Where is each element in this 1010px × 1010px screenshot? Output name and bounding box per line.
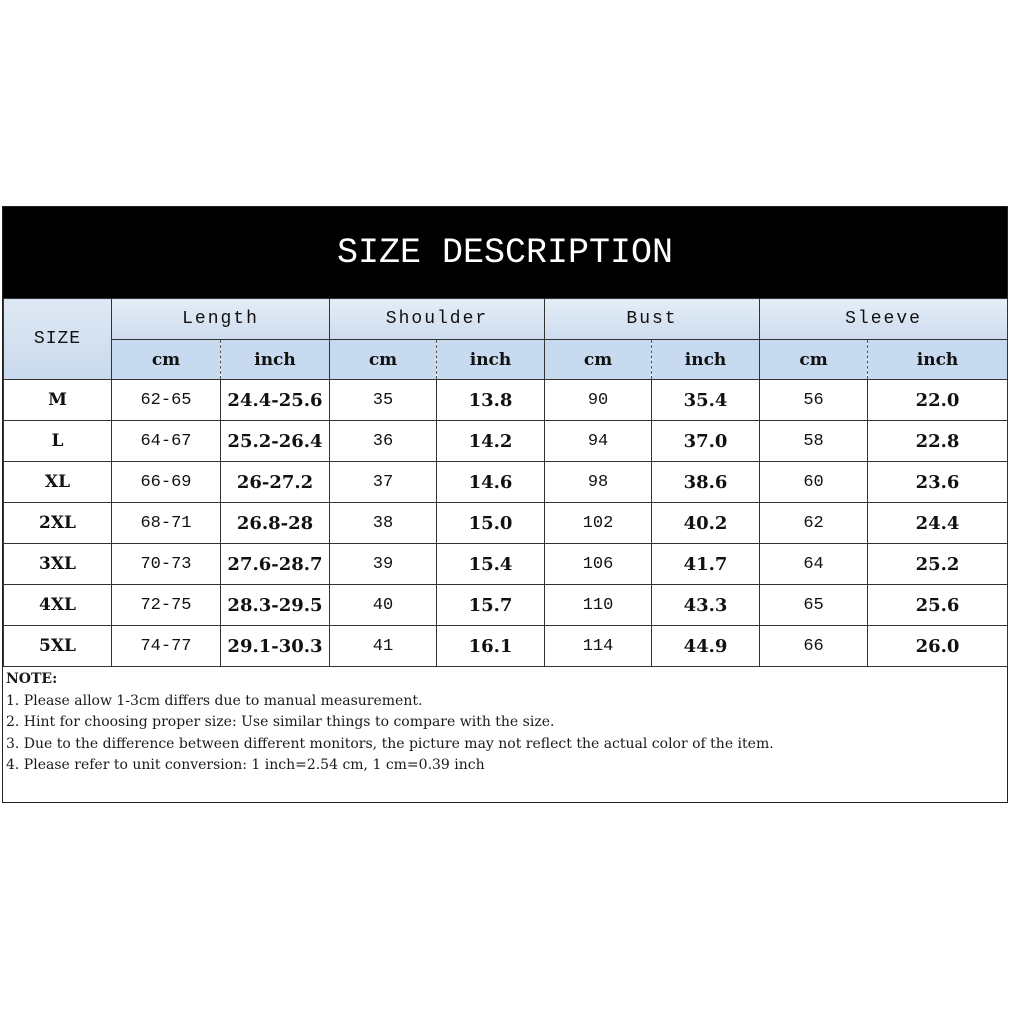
sleeve-cm-cell: 66 — [760, 626, 868, 667]
length-cm-cell: 66-69 — [112, 462, 221, 503]
length-cm-cell: 62-65 — [112, 380, 221, 421]
sleeve-inch-cell: 26.0 — [868, 626, 1008, 667]
bust-cm-cell: 106 — [545, 544, 652, 585]
length-inch-cell: 28.3-29.5 — [221, 585, 330, 626]
bust-cm-header: cm — [545, 340, 652, 380]
bust-inch-header: inch — [652, 340, 760, 380]
sleeve-cm-cell: 58 — [760, 421, 868, 462]
sleeve-cm-cell: 56 — [760, 380, 868, 421]
shoulder-inch-cell: 14.2 — [437, 421, 545, 462]
size-chart-title: SIZE DESCRIPTION — [3, 207, 1007, 298]
size-cell: L — [4, 421, 112, 462]
shoulder-cm-cell: 35 — [330, 380, 437, 421]
length-cm-cell: 64-67 — [112, 421, 221, 462]
bust-cm-cell: 94 — [545, 421, 652, 462]
length-inch-header: inch — [221, 340, 330, 380]
sleeve-inch-cell: 23.6 — [868, 462, 1008, 503]
length-cm-cell: 74-77 — [112, 626, 221, 667]
sleeve-inch-cell: 25.6 — [868, 585, 1008, 626]
length-inch-cell: 24.4-25.6 — [221, 380, 330, 421]
table-row — [4, 462, 1008, 503]
note-line: 1. Please allow 1-3cm differs due to manual measurement. — [6, 692, 423, 709]
size-cell: M — [4, 380, 112, 421]
bust-cm-cell: 98 — [545, 462, 652, 503]
bust-inch-cell: 41.7 — [652, 544, 760, 585]
bust-cm-cell: 102 — [545, 503, 652, 544]
length-inch-cell: 27.6-28.7 — [221, 544, 330, 585]
sleeve-cm-cell: 60 — [760, 462, 868, 503]
shoulder-cm-cell: 40 — [330, 585, 437, 626]
size-cell: 2XL — [4, 503, 112, 544]
size-cell: 4XL — [4, 585, 112, 626]
table-row — [4, 626, 1008, 667]
shoulder-cm-cell: 41 — [330, 626, 437, 667]
notes-section — [3, 667, 1007, 777]
bust-header: Bust — [545, 299, 760, 340]
bust-inch-cell: 35.4 — [652, 380, 760, 421]
table-row — [4, 585, 1008, 626]
shoulder-cm-cell: 38 — [330, 503, 437, 544]
length-cm-cell: 72-75 — [112, 585, 221, 626]
sleeve-cm-cell: 64 — [760, 544, 868, 585]
length-inch-cell: 26.8-28 — [221, 503, 330, 544]
bust-inch-cell: 40.2 — [652, 503, 760, 544]
size-table — [3, 298, 1008, 667]
length-inch-cell: 29.1-30.3 — [221, 626, 330, 667]
length-header: Length — [112, 299, 330, 340]
table-row — [4, 503, 1008, 544]
table-row — [4, 380, 1008, 421]
table-row — [4, 421, 1008, 462]
note-line: 2. Hint for choosing proper size: Use similar things to compare with the size. — [6, 714, 555, 730]
shoulder-inch-cell: 15.7 — [437, 585, 545, 626]
sleeve-inch-cell: 24.4 — [868, 503, 1008, 544]
shoulder-inch-cell: 15.4 — [437, 544, 545, 585]
shoulder-cm-cell: 39 — [330, 544, 437, 585]
shoulder-header: Shoulder — [330, 299, 545, 340]
bust-inch-cell: 38.6 — [652, 462, 760, 503]
length-inch-cell: 25.2-26.4 — [221, 421, 330, 462]
sleeve-inch-cell: 25.2 — [868, 544, 1008, 585]
bust-cm-cell: 110 — [545, 585, 652, 626]
length-cm-cell: 68-71 — [112, 503, 221, 544]
length-cm-header: cm — [112, 340, 221, 380]
note-line: 4. Please refer to unit conversion: 1 inch=2.54 cm, 1 cm=0.39 inch — [6, 757, 485, 773]
bust-inch-cell: 37.0 — [652, 421, 760, 462]
bust-inch-cell: 43.3 — [652, 585, 760, 626]
sleeve-cm-cell: 65 — [760, 585, 868, 626]
size-cell: 5XL — [4, 626, 112, 667]
shoulder-inch-cell: 16.1 — [437, 626, 545, 667]
shoulder-inch-cell: 13.8 — [437, 380, 545, 421]
size-cell: XL — [4, 462, 112, 503]
bust-cm-cell: 114 — [545, 626, 652, 667]
length-cm-cell: 70-73 — [112, 544, 221, 585]
size-chart — [2, 206, 1008, 803]
size-cell: 3XL — [4, 544, 112, 585]
table-row — [4, 544, 1008, 585]
sleeve-cm-header: cm — [760, 340, 868, 380]
size-column-header: SIZE — [4, 299, 112, 380]
bust-cm-cell: 90 — [545, 380, 652, 421]
shoulder-inch-header: inch — [437, 340, 545, 380]
sleeve-inch-cell: 22.8 — [868, 421, 1008, 462]
shoulder-inch-cell: 14.6 — [437, 462, 545, 503]
shoulder-cm-cell: 36 — [330, 421, 437, 462]
sleeve-header: Sleeve — [760, 299, 1008, 340]
sleeve-inch-cell: 22.0 — [868, 380, 1008, 421]
notes-title: NOTE: — [6, 671, 58, 687]
bust-inch-cell: 44.9 — [652, 626, 760, 667]
sleeve-inch-header: inch — [868, 340, 1008, 380]
note-line: 3. Due to the difference between different monitors, the picture may not reflect the actual color of the item. — [6, 735, 774, 752]
shoulder-cm-cell: 37 — [330, 462, 437, 503]
shoulder-cm-header: cm — [330, 340, 437, 380]
shoulder-inch-cell: 15.0 — [437, 503, 545, 544]
length-inch-cell: 26-27.2 — [221, 462, 330, 503]
sleeve-cm-cell: 62 — [760, 503, 868, 544]
